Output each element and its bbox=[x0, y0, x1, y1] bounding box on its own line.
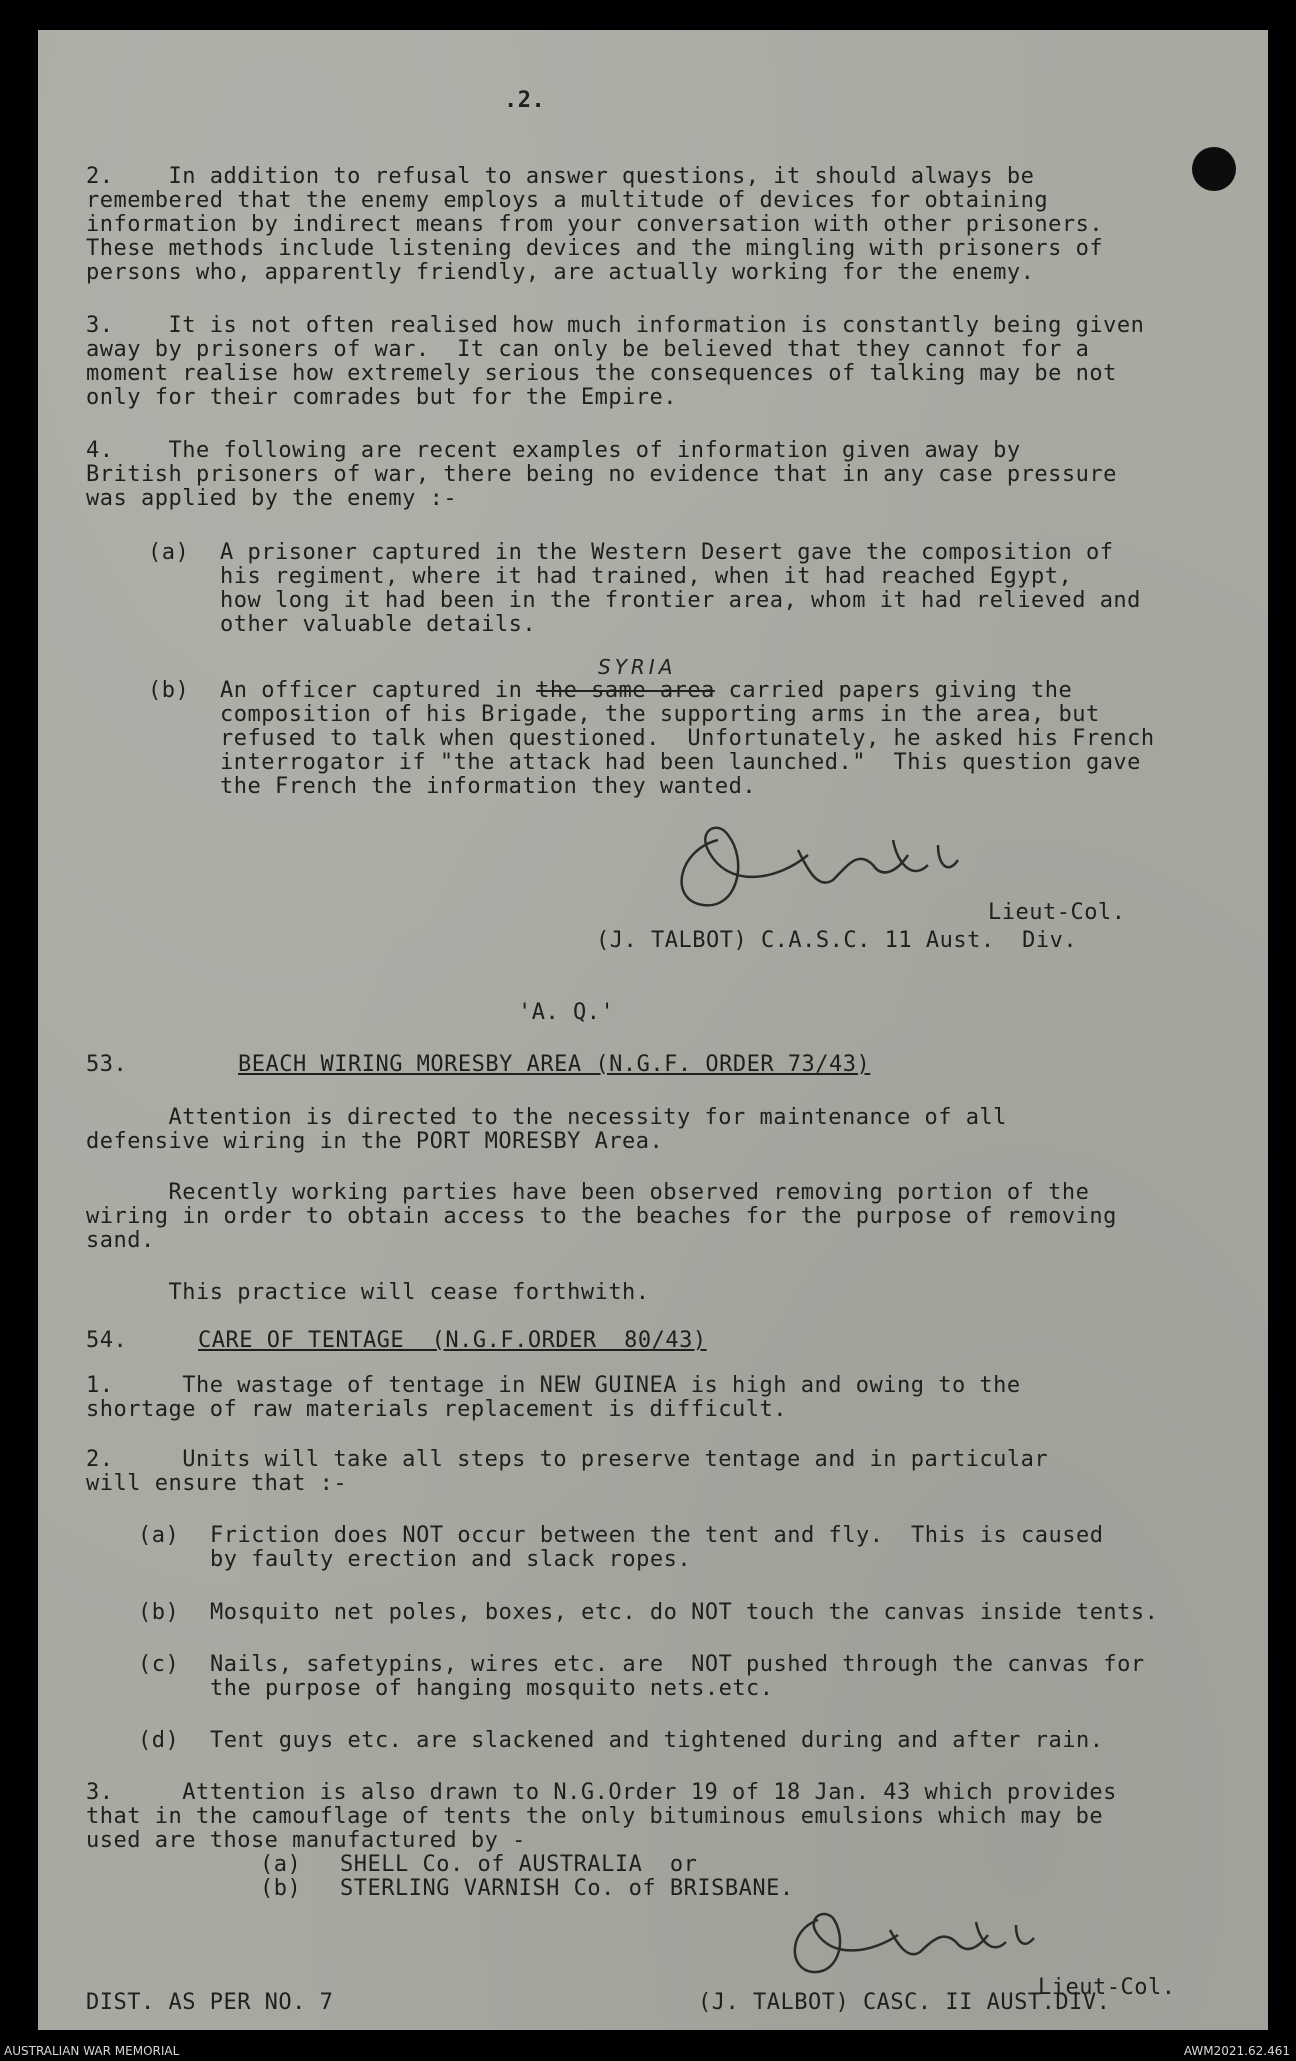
text-line: wiring in order to obtain access to the beaches for the purpose of removing bbox=[86, 1204, 1117, 1229]
text-line: interrogator if "the attack had been launched." This question gave bbox=[220, 750, 1141, 775]
text-segment: An officer captured in bbox=[220, 678, 537, 703]
text-line-with-correction bbox=[220, 678, 1072, 704]
footer-institution: AUSTRALIAN WAR MEMORIAL bbox=[4, 2044, 180, 2058]
item-marker: (b) bbox=[138, 1600, 180, 1625]
text-line: 4. The following are recent examples of information given away by bbox=[86, 438, 1021, 463]
punch-hole bbox=[1192, 147, 1236, 191]
text-line: STERLING VARNISH Co. of BRISBANE. bbox=[340, 1876, 794, 1901]
page-number: .2. bbox=[504, 88, 546, 113]
signatory-name: (J. TALBOT) C.A.S.C. 11 Aust. Div. bbox=[596, 928, 1078, 953]
text-line: British prisoners of war, there being no evidence that in any case pressure bbox=[86, 462, 1117, 487]
text-line: persons who, apparently friendly, are actually working for the enemy. bbox=[86, 260, 1035, 285]
text-line: by faulty erection and slack ropes. bbox=[210, 1547, 692, 1572]
text-line: that in the camouflage of tents the only bituminous emulsions which may be bbox=[86, 1804, 1104, 1829]
document-page bbox=[38, 30, 1268, 2030]
text-line: SHELL Co. of AUSTRALIA or bbox=[340, 1852, 698, 1877]
text-line: 3. Attention is also drawn to N.G.Order 19 of 18 Jan. 43 which provides bbox=[86, 1780, 1117, 1805]
text-line: 3. It is not often realised how much information is constantly being given bbox=[86, 313, 1145, 338]
text-segment: carried papers giving the bbox=[714, 678, 1073, 703]
text-line: the purpose of hanging mosquito nets.etc. bbox=[210, 1676, 774, 1701]
text-line: moment realise how extremely serious the consequences of talking may be not bbox=[86, 361, 1117, 386]
item-marker: (b) bbox=[260, 1876, 302, 1901]
signatory-name: (J. TALBOT) CASC. II AUST.DIV. bbox=[698, 1990, 1111, 2015]
text-line: refused to talk when questioned. Unfortunately, he asked his French bbox=[220, 726, 1155, 751]
text-line: the French the information they wanted. bbox=[220, 774, 757, 799]
text-line: Recently working parties have been observed removing portion of the bbox=[86, 1180, 1090, 1205]
text-line: used are those manufactured by - bbox=[86, 1828, 526, 1853]
text-line: was applied by the enemy :- bbox=[86, 486, 458, 511]
item-marker: (a) bbox=[148, 540, 190, 565]
text-line: Attention is directed to the necessity for maintenance of all bbox=[86, 1105, 1007, 1130]
handwritten-insert: SYRIA bbox=[598, 655, 677, 679]
distribution-note: DIST. AS PER NO. 7 bbox=[86, 1990, 334, 2015]
section-title: CARE OF TENTAGE (N.G.F.ORDER 80/43) bbox=[198, 1328, 707, 1353]
text-line: 1. The wastage of tentage in NEW GUINEA is high and owing to the bbox=[86, 1373, 1021, 1398]
text-line: defensive wiring in the PORT MORESBY Area. bbox=[86, 1129, 664, 1154]
handwritten-signature bbox=[778, 1900, 1078, 1990]
text-line: 2. Units will take all steps to preserve tentage and in particular bbox=[86, 1447, 1049, 1472]
item-marker: (a) bbox=[260, 1852, 302, 1877]
section-title: BEACH WIRING MORESBY AREA (N.G.F. ORDER 73/43) bbox=[238, 1052, 871, 1077]
text-line: These methods include listening devices and the mingling with prisoners of bbox=[86, 236, 1104, 261]
text-line: will ensure that :- bbox=[86, 1471, 348, 1496]
section-number: 54. bbox=[86, 1328, 128, 1353]
section-heading-aq: 'A. Q.' bbox=[518, 1000, 615, 1025]
item-marker: (b) bbox=[148, 678, 190, 703]
text-line: composition of his Brigade, the supporting arms in the area, but bbox=[220, 702, 1100, 727]
section-number: 53. bbox=[86, 1052, 128, 1077]
text-line: Mosquito net poles, boxes, etc. do NOT touch the canvas inside tents. bbox=[210, 1600, 1159, 1625]
text-line: his regiment, where it had trained, when it had reached Egypt, bbox=[220, 564, 1073, 589]
text-line: Tent guys etc. are slackened and tightened during and after rain. bbox=[210, 1728, 1104, 1753]
text-line: shortage of raw materials replacement is difficult. bbox=[86, 1397, 788, 1422]
item-marker: (c) bbox=[138, 1652, 180, 1677]
handwritten-signature bbox=[658, 810, 988, 930]
text-line: how long it had been in the frontier area, whom it had relieved and bbox=[220, 588, 1141, 613]
footer-catalog-number: AWM2021.62.461 bbox=[1183, 2044, 1290, 2058]
signatory-rank: Lieut-Col. bbox=[1038, 1975, 1176, 2000]
item-marker: (d) bbox=[138, 1728, 180, 1753]
text-line: Friction does NOT occur between the tent and fly. This is caused bbox=[210, 1523, 1104, 1548]
text-line: remembered that the enemy employs a multitude of devices for obtaining bbox=[86, 188, 1049, 213]
text-line: A prisoner captured in the Western Desert gave the composition of bbox=[220, 540, 1114, 565]
text-line: away by prisoners of war. It can only be believed that they cannot for a bbox=[86, 337, 1090, 362]
text-line: This practice will cease forthwith. bbox=[86, 1280, 650, 1305]
struck-text: the same area bbox=[536, 678, 715, 703]
text-line: sand. bbox=[86, 1228, 155, 1253]
text-line: only for their comrades but for the Empire. bbox=[86, 385, 678, 410]
signatory-rank: Lieut-Col. bbox=[988, 900, 1126, 925]
text-line: 2. In addition to refusal to answer questions, it should always be bbox=[86, 164, 1035, 189]
text-line: information by indirect means from your conversation with other prisoners. bbox=[86, 212, 1104, 237]
item-marker: (a) bbox=[138, 1523, 180, 1548]
text-line: Nails, safetypins, wires etc. are NOT pushed through the canvas for bbox=[210, 1652, 1145, 1677]
text-line: other valuable details. bbox=[220, 612, 537, 637]
